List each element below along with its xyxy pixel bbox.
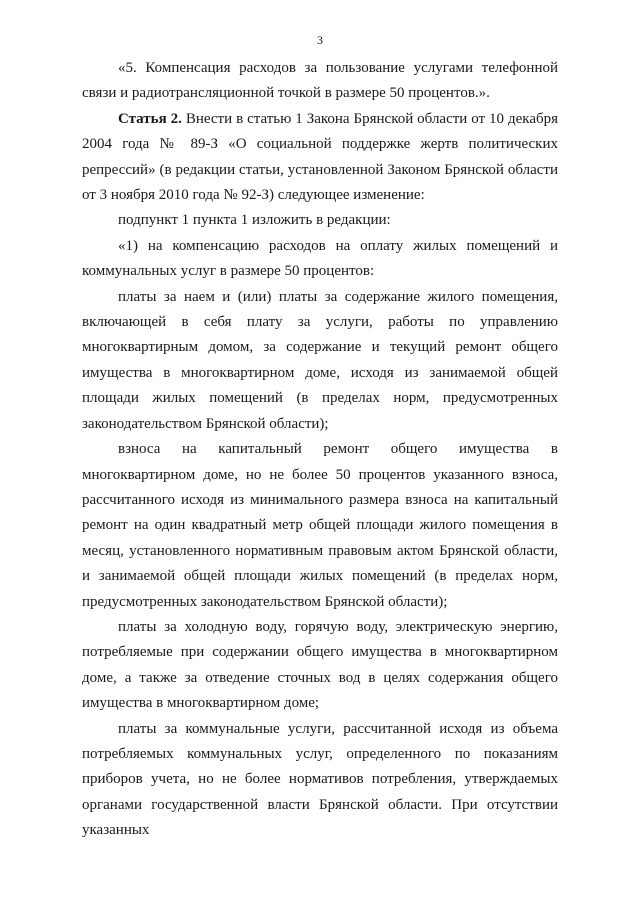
paragraph-text: взноса на капитальный ремонт общего имущества в многоквартирном доме, но не более 50 процентов указанного взноса, рассчитанного исходя из минимального размера взноса на капитальный ремонт на один квадратный метр общей площади жилого помещения в месяц, установленного нормативным правовым актом Брянской области, и занимаемой общей площади жилых помещений (в пределах норм, предусмотренных законодательством Брянской области); (82, 441, 558, 610)
paragraph-subitem-intro (82, 208, 558, 233)
paragraph-text: «1) на компенсацию расходов на оплату жилых помещений и коммунальных услуг в размере 50 процентов: (82, 237, 558, 280)
paragraph-text: платы за коммунальные услуги, рассчитанной исходя из объема потребляемых коммунальных услуг, определенного по показаниям приборов учета, но не более нормативов потребления, утверждаемых органами государственной власти Брянской области. При отсутствии указанных (82, 720, 558, 839)
paragraph-utilities-metered (82, 717, 558, 844)
paragraph-rent-payment (82, 285, 558, 437)
paragraph-text: «5. Компенсация расходов за пользование услугами телефонной связи и радиотрансляционной точкой в размере 50 процентов.». (82, 60, 558, 102)
paragraph-item-1-housing (82, 234, 558, 285)
paragraph-article-2 (82, 107, 558, 209)
page-number: 3 (317, 33, 323, 47)
paragraph-utilities-common (82, 615, 558, 717)
paragraph-capital-repair (82, 437, 558, 615)
paragraph-text: платы за холодную воду, горячую воду, электрическую энергию, потребляемые при содержании общего имущества в многоквартирном доме, а также за отведение сточных вод в целях содержания общего имущества в многоквартирном доме; (82, 618, 558, 712)
paragraph-text: Внести в статью 1 Закона Брянской области от 10 декабря 2004 года № 89-З «О социальной поддержке жертв политических репрессий» (в редакции статьи, установленной Законом Брянской области от 3 ноября 2010 года № 92-З) следующее изменение: (82, 110, 559, 204)
paragraph-text: платы за наем и (или) платы за содержание жилого помещения, включающей в себя плату за услуги, работы по управлению многоквартирным домом, за содержание и текущий ремонт общего имущества в многоквартирном доме, исходя из занимаемой общей площади жилых помещений (в пределах норм, предусмотренных законодательством Брянской области); (82, 288, 558, 432)
paragraph-text: подпункт 1 пункта 1 изложить в редакции: (118, 212, 391, 229)
article-heading: Статья 2. (118, 110, 182, 127)
document-body (82, 56, 558, 844)
paragraph-item-5-compensation (82, 56, 558, 107)
